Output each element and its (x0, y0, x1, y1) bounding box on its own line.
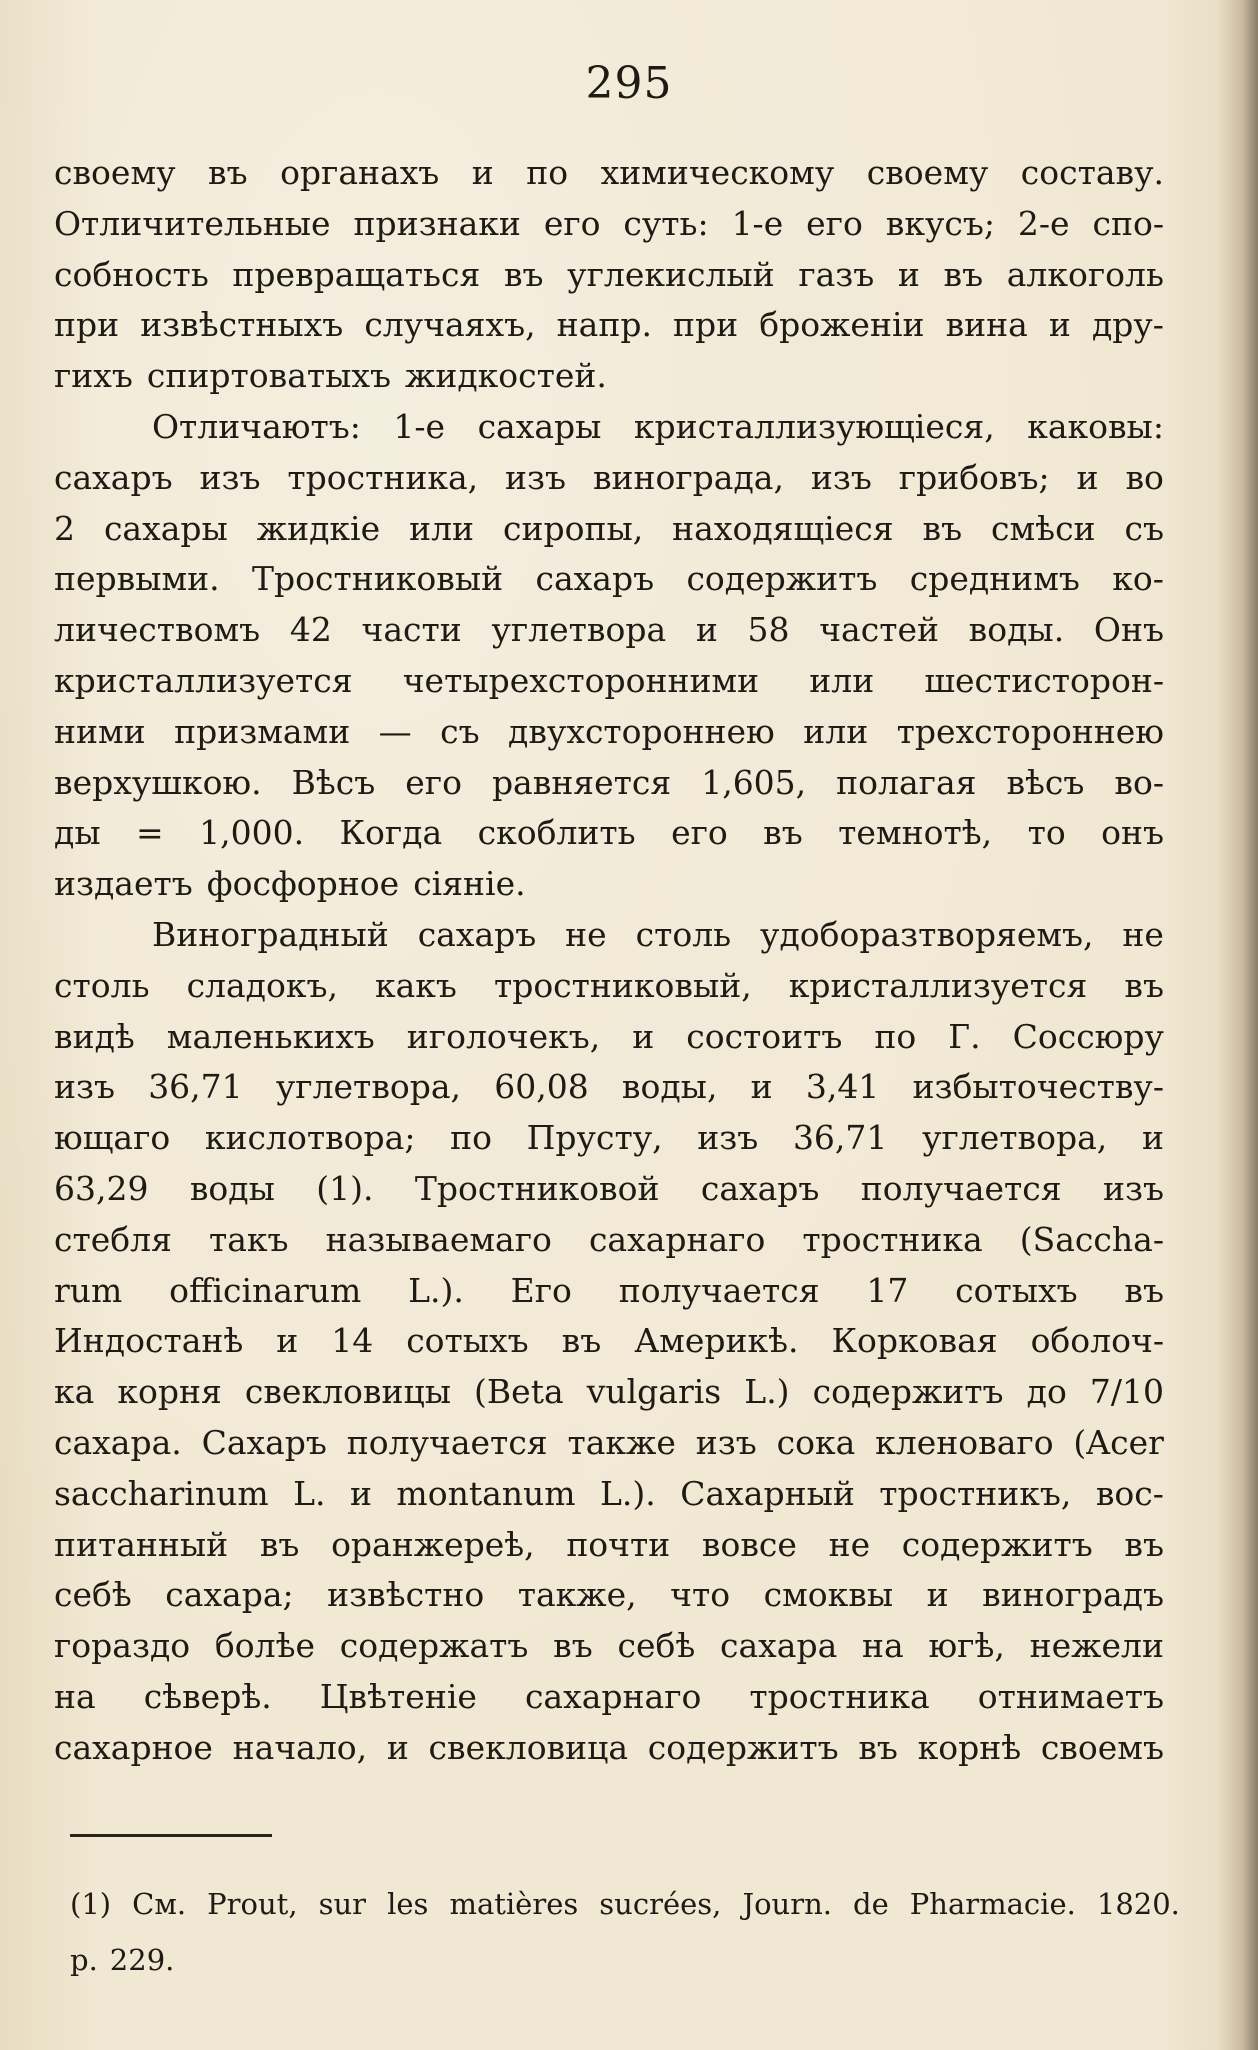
word: почти (566, 1524, 671, 1564)
text-line (54, 199, 1164, 250)
text-line (54, 351, 1164, 402)
word: углетвора (491, 610, 667, 650)
word: маленькихъ (166, 1016, 375, 1056)
word: 1,000. (199, 813, 305, 853)
word: или (809, 660, 875, 700)
word: 1,605, (701, 762, 807, 802)
word: сахары (477, 406, 602, 446)
word: стебля (54, 1219, 172, 1259)
word: 42 (289, 610, 332, 650)
text-line (54, 504, 1164, 555)
word: углетвора, (275, 1067, 462, 1107)
footnote-word: sucrées, (599, 1887, 722, 1921)
word: столь (54, 965, 150, 1005)
word: ды (54, 813, 101, 853)
word: въ (259, 1524, 300, 1564)
text-line (54, 1621, 1164, 1672)
word: себѣ (617, 1626, 696, 1666)
text-line (54, 1367, 1164, 1418)
word: 1-е (393, 406, 446, 446)
word: свекловица (428, 1727, 629, 1767)
word: его (671, 813, 728, 853)
word: въ (1124, 1270, 1164, 1310)
word: удоборазтворяемъ, (760, 914, 1094, 954)
word: грибовъ; (898, 457, 1050, 497)
word: такъ (209, 1219, 289, 1259)
word: случаяхъ, (364, 305, 536, 345)
word: находящіеся (672, 508, 894, 548)
word: жидкостей. (405, 356, 607, 396)
word: четырехсторонними (402, 660, 760, 700)
word: сахаръ (54, 457, 173, 497)
word: начало, (232, 1727, 368, 1767)
word: оранжереѣ, (331, 1524, 535, 1564)
word: смоквы (763, 1575, 894, 1615)
text-line (54, 250, 1164, 301)
word: Сахаръ (201, 1422, 327, 1462)
word: при (673, 305, 739, 345)
word: 17 (866, 1270, 909, 1310)
text-line (54, 961, 1164, 1012)
word: съ (440, 711, 480, 751)
word: montanum (396, 1473, 576, 1513)
word: содержитъ (647, 1727, 839, 1767)
footnote-word: Pharmacie. (909, 1887, 1076, 1921)
word: воды, (621, 1067, 718, 1107)
word: и (276, 1321, 299, 1361)
word: Соссюру (1012, 1016, 1164, 1056)
word: своемъ (1040, 1727, 1164, 1767)
word: сахарное (54, 1727, 213, 1767)
text-line (54, 1723, 1164, 1774)
word: также, (517, 1575, 637, 1615)
word: каковы: (1027, 406, 1164, 446)
text-line (54, 605, 1164, 656)
word: полагая (836, 762, 977, 802)
word: столь (635, 914, 732, 954)
text-line (54, 1164, 1164, 1215)
text-line (54, 859, 1164, 910)
word: сѣверѣ. (143, 1676, 272, 1716)
word: и (897, 254, 920, 294)
word: сахара; (165, 1575, 294, 1615)
word: въ (1124, 1524, 1164, 1564)
word: сотыхъ (406, 1321, 529, 1361)
word: L.) (744, 1372, 790, 1412)
word: верхушкою. (54, 762, 262, 802)
word: сиропы, (503, 508, 644, 548)
word: (1). (316, 1168, 374, 1208)
word: ко- (1112, 559, 1164, 599)
word: среднимъ (909, 559, 1080, 599)
word: его (405, 762, 462, 802)
word: во- (1114, 762, 1164, 802)
word: темнотѣ, (838, 813, 993, 853)
body-text (54, 148, 1164, 1774)
word: равняется (491, 762, 672, 802)
word: Сахарный (680, 1473, 855, 1513)
word: и (471, 153, 494, 192)
word: vulgaris (586, 1372, 722, 1412)
word: Прусту, (526, 1118, 663, 1158)
word: сахара (720, 1626, 838, 1666)
word: и (1048, 305, 1071, 345)
footnote-word: matières (449, 1887, 579, 1921)
word: L.). (600, 1473, 656, 1513)
word: до (1026, 1372, 1067, 1412)
word: спо- (1092, 203, 1164, 243)
word: 7/10 (1089, 1372, 1164, 1412)
word: или (409, 508, 475, 548)
word: воды (189, 1168, 275, 1208)
word: нежели (1029, 1626, 1164, 1666)
text-line (54, 402, 1164, 453)
word: сахарнаго (524, 1676, 702, 1716)
word: углетвора, (922, 1118, 1108, 1158)
footnote-word: Journ. (742, 1887, 832, 1921)
word: изъ (505, 457, 567, 497)
text-line (54, 707, 1164, 758)
word: корнѣ (917, 1727, 1022, 1767)
word: въ (1124, 965, 1164, 1005)
word: L. (293, 1473, 326, 1513)
word: превращаться (232, 254, 481, 294)
word: сладокъ, (186, 965, 338, 1005)
word: сахара. (54, 1422, 182, 1462)
word: отнимаетъ (977, 1676, 1164, 1716)
word: Корковая (831, 1321, 998, 1361)
page-edge-shadow (1218, 0, 1258, 2050)
word: первыми. (54, 559, 220, 599)
word: 63,29 (54, 1168, 149, 1208)
text-line (54, 1520, 1164, 1571)
word: онъ (1101, 813, 1164, 853)
text-line (54, 656, 1164, 707)
word: и (349, 1473, 372, 1513)
word: части (361, 610, 462, 650)
text-line (54, 453, 1164, 504)
word: видѣ (54, 1016, 135, 1056)
word: жидкіе (256, 508, 381, 548)
word: и (1141, 1118, 1164, 1158)
word: изъ (199, 457, 261, 497)
word: смѣси (991, 508, 1096, 548)
word: болѣе (214, 1626, 316, 1666)
word: получается (618, 1270, 820, 1310)
word: въ (763, 813, 803, 853)
word: напр. (556, 305, 652, 345)
word: тростника (802, 1219, 983, 1259)
word: вовсе (701, 1524, 797, 1564)
text-line (54, 808, 1164, 859)
word: также (567, 1422, 676, 1462)
word: Когда (339, 813, 443, 853)
word: изъ (54, 1067, 115, 1107)
word: Его (510, 1270, 572, 1310)
word: содержитъ (686, 559, 878, 599)
word: извѣстно (327, 1575, 485, 1615)
word: извѣстныхъ (140, 305, 344, 345)
word: Тростниковый (252, 559, 504, 599)
word: изъ (1102, 1168, 1164, 1208)
word: въ (943, 254, 984, 294)
footnote-rule (70, 1834, 272, 1837)
word: на (862, 1626, 904, 1666)
text-line (54, 554, 1164, 605)
word: скоблить (477, 813, 636, 853)
text-line (54, 1469, 1164, 1520)
word: въ (553, 1626, 593, 1666)
word: кристаллизуется (788, 965, 1088, 1005)
word: 36,71 (148, 1067, 243, 1107)
word: сока (776, 1422, 856, 1462)
word: какъ (375, 965, 457, 1005)
word: или (803, 711, 869, 751)
word: вѣсъ (1006, 762, 1085, 802)
word: иголочекъ, (406, 1016, 601, 1056)
footnote-word: 229. (109, 1943, 175, 1977)
word: сахаръ (700, 1168, 820, 1208)
word: по (526, 153, 569, 192)
word: изъ (810, 457, 872, 497)
word: ющаго (54, 1118, 171, 1158)
word: и (1076, 457, 1099, 497)
word: избыточеству- (912, 1067, 1164, 1107)
word: призмами (174, 711, 351, 751)
word: и (632, 1016, 655, 1056)
word: трехстороннею (896, 711, 1164, 751)
word: двухстороннею (508, 711, 775, 751)
word: въ (503, 254, 544, 294)
word: содержитъ (812, 1372, 1004, 1412)
word: не (1122, 914, 1164, 954)
text-line (54, 1012, 1164, 1063)
word: его (806, 203, 863, 243)
word: состоитъ (686, 1016, 843, 1056)
word: винограда, (592, 457, 784, 497)
word: въ (208, 153, 248, 192)
footnote-line (70, 1932, 1180, 1988)
word: тростника (749, 1676, 930, 1716)
word: тростникъ, (879, 1473, 1072, 1513)
word: углекислый (567, 254, 775, 294)
word: оболоч- (1030, 1321, 1164, 1361)
word: = (136, 813, 164, 853)
word: называемаго (325, 1219, 552, 1259)
word: (Saccha- (1019, 1219, 1164, 1259)
word: гихъ (54, 356, 133, 396)
word: 2-е (1017, 203, 1070, 243)
word: его (543, 203, 601, 243)
word: кислотвора; (204, 1118, 416, 1158)
text-line (54, 758, 1164, 809)
word: сахарнаго (588, 1219, 766, 1259)
word: 3,41 (805, 1067, 880, 1107)
word: признаки (353, 203, 521, 243)
word: сахаръ (417, 914, 537, 954)
word: себѣ (54, 1575, 132, 1615)
word: химическому (600, 153, 835, 192)
word: броженіи (759, 305, 925, 345)
word: алкоголь (1006, 254, 1164, 294)
word: и (695, 610, 718, 650)
word: гораздо (54, 1626, 191, 1666)
text-line (54, 148, 1164, 199)
page-number: 295 (585, 58, 673, 109)
footnote-line (70, 1876, 1180, 1932)
word: въ (922, 508, 963, 548)
text-line (54, 910, 1164, 961)
word: Онъ (1093, 610, 1164, 650)
word: 1-е (731, 203, 784, 243)
text-line (54, 1570, 1164, 1621)
footnote-word: p. (70, 1943, 98, 1977)
word: Отличаютъ: (152, 406, 361, 446)
word: при (54, 305, 120, 345)
word: своему (866, 153, 989, 192)
word: ка (54, 1372, 95, 1412)
word: L.). (408, 1270, 464, 1310)
word: сіяніе. (413, 864, 526, 904)
word: газъ (798, 254, 875, 294)
word: 2 (54, 508, 75, 548)
word: виноградъ (982, 1575, 1164, 1615)
word: спиртоватыхъ (146, 356, 391, 396)
text-line (54, 1418, 1164, 1469)
footnote-word: (1) (70, 1887, 112, 1921)
word: во (1125, 457, 1164, 497)
word: получается (860, 1168, 1062, 1208)
word: своему (54, 153, 176, 192)
word: Индостанѣ (54, 1321, 244, 1361)
word: содержитъ (901, 1524, 1093, 1564)
word: (Beta (474, 1372, 564, 1412)
word: собность (54, 254, 209, 294)
word: сотыхъ (955, 1270, 1078, 1310)
word: вкусъ; (885, 203, 995, 243)
text-line (54, 1215, 1164, 1266)
word: не (828, 1524, 871, 1564)
word: Америкѣ. (634, 1321, 799, 1361)
word: органахъ (280, 153, 440, 192)
text-line (54, 1266, 1164, 1317)
footnote-word: de (853, 1887, 889, 1921)
word: личествомъ (54, 610, 261, 650)
footnote-word: Prout, (207, 1887, 298, 1921)
word: съ (1124, 508, 1164, 548)
word: не (565, 914, 607, 954)
word: кристаллизуется (54, 660, 353, 700)
word: питанный (54, 1524, 229, 1564)
word: вина (945, 305, 1028, 345)
word: составу. (1020, 153, 1164, 192)
text-line (54, 1316, 1164, 1367)
word: то (1027, 813, 1066, 853)
text-line (54, 1672, 1164, 1723)
text-line (54, 1062, 1164, 1113)
word: Г. (948, 1016, 981, 1056)
word: изъ (697, 1118, 759, 1158)
word: saccharinum (54, 1473, 269, 1513)
word: сахаръ (535, 559, 655, 599)
word: изъ (695, 1422, 757, 1462)
word: содержатъ (339, 1626, 529, 1666)
word: и (386, 1727, 409, 1767)
word: (Acer (1073, 1422, 1164, 1462)
word: 58 (747, 610, 790, 650)
word: по (450, 1118, 492, 1158)
word: получается (346, 1422, 548, 1462)
word: вос- (1095, 1473, 1164, 1513)
footnote-word: sur (318, 1887, 367, 1921)
word: тростника, (287, 457, 479, 497)
word: 60,08 (494, 1067, 589, 1107)
word: въ (858, 1727, 898, 1767)
word: издаетъ (54, 864, 193, 904)
word: 36,71 (792, 1118, 888, 1158)
word: на (54, 1676, 96, 1716)
word: Вѣсъ (291, 762, 376, 802)
word: дру- (1091, 305, 1164, 345)
word: Отличительные (54, 203, 331, 243)
word: ними (54, 711, 146, 751)
footnote-word: 1820. (1096, 1887, 1180, 1921)
footnotes (70, 1876, 1180, 1988)
word: кристаллизующіеся, (633, 406, 995, 446)
word: частей (819, 610, 939, 650)
word: — (378, 711, 412, 751)
word: rum (54, 1270, 123, 1310)
word: корня (117, 1372, 222, 1412)
word: по (874, 1016, 917, 1056)
word: тростниковый, (493, 965, 752, 1005)
word: фосфорное (206, 864, 400, 904)
word: и (750, 1067, 773, 1107)
text-line (54, 300, 1164, 351)
word: Тростниковой (414, 1168, 660, 1208)
word: суть: (623, 203, 709, 243)
text-line (54, 1113, 1164, 1164)
word: шестисторон- (924, 660, 1164, 700)
word: officinarum (169, 1270, 362, 1310)
word: воды. (968, 610, 1065, 650)
word: югѣ, (928, 1626, 1005, 1666)
word: Цвѣтеніе (319, 1676, 477, 1716)
word: Виноградный (152, 914, 389, 954)
word: свекловицы (244, 1372, 451, 1412)
word: и (926, 1575, 949, 1615)
word: 14 (331, 1321, 374, 1361)
word: что (670, 1575, 731, 1615)
footnote-word: См. (132, 1887, 187, 1921)
word: въ (561, 1321, 602, 1361)
footnote-word: les (387, 1887, 429, 1921)
word: сахары (103, 508, 228, 548)
word: кленоваго (875, 1422, 1054, 1462)
